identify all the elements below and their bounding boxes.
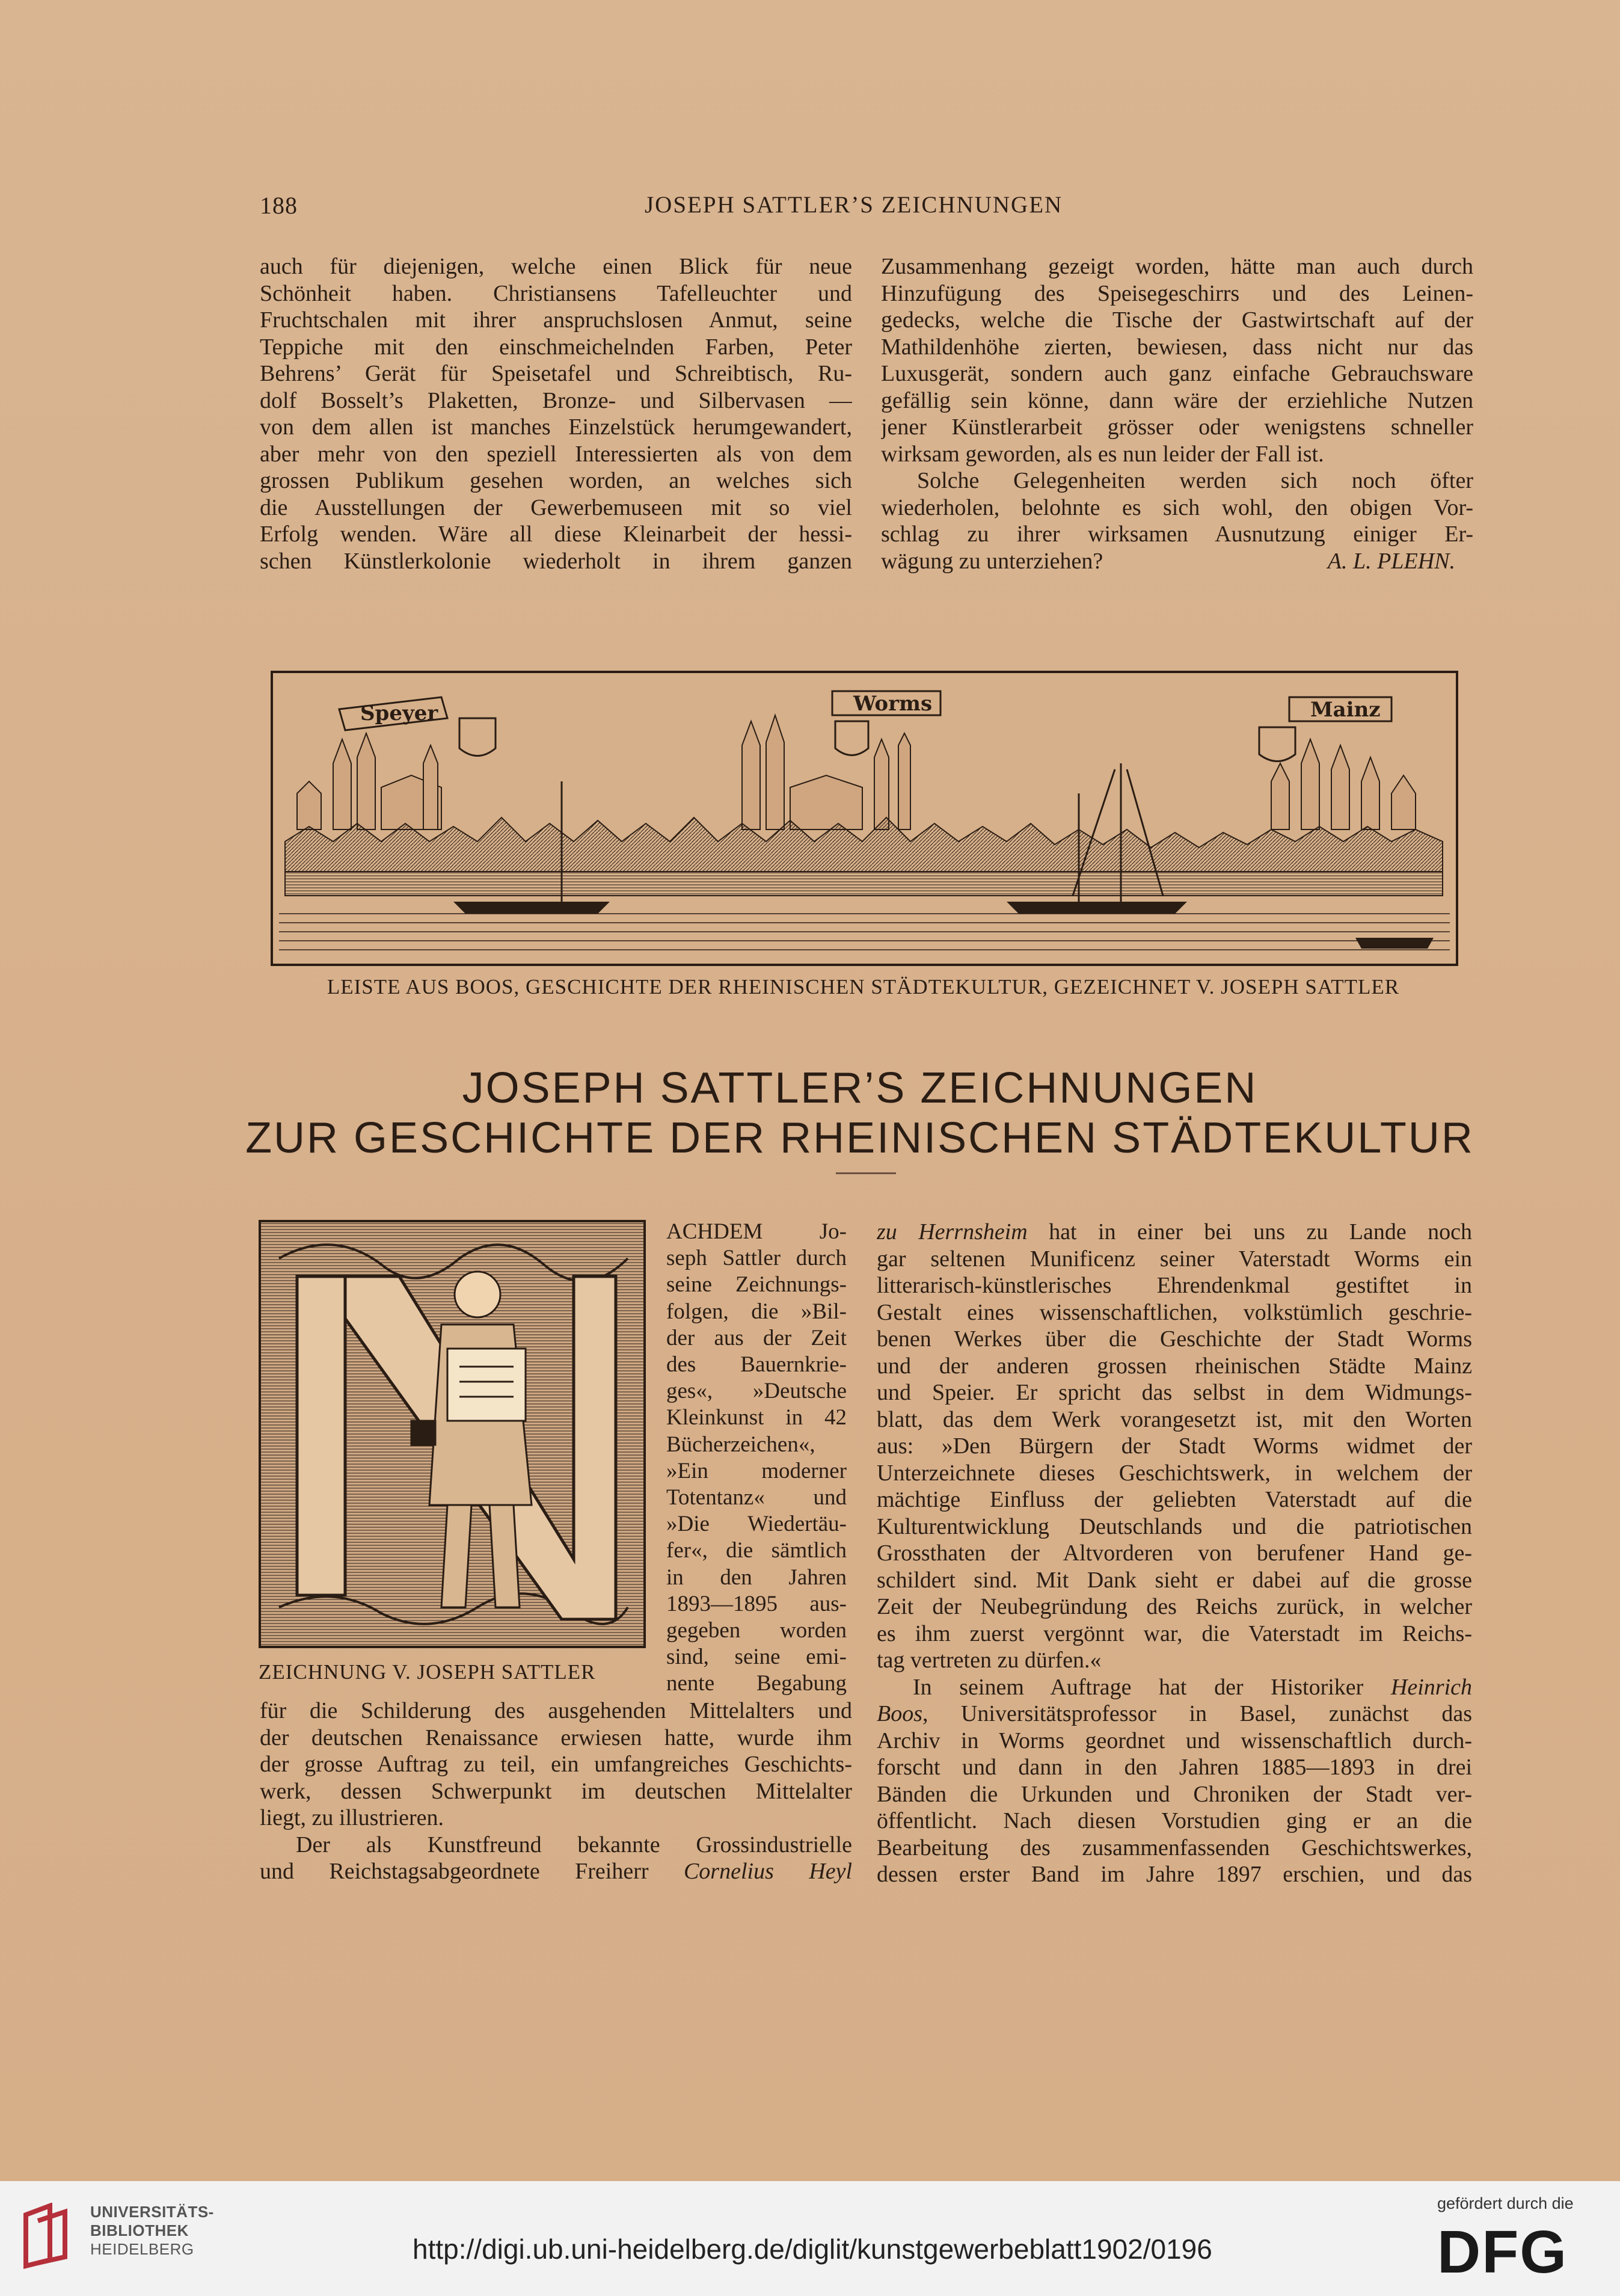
text-line: grossen Publikum gesehen worden, an welches sich — [260, 468, 852, 493]
svg-text:DFG: DFG — [1437, 2220, 1568, 2280]
panorama-drawing — [273, 673, 1456, 964]
text-line: der grosse Auftrag zu teil, ein umfangreiches Geschichts- — [260, 1752, 852, 1777]
text-line: nente Begabung — [666, 1671, 847, 1696]
text-line: Totentanz« und — [666, 1485, 847, 1510]
text-line: die Ausstellungen der Gewerbemuseen mit so viel — [260, 494, 852, 520]
text-line: für die Schilderung des ausgehenden Mittelalters und — [260, 1698, 852, 1723]
top-left-column — [260, 253, 852, 574]
text-line: Solche Gelegenheiten werden sich noch öfter — [917, 468, 1473, 493]
text-line: Bearbeitung des zusammenfassenden Geschichtswerkes, — [877, 1835, 1472, 1860]
text-line: gegeben worden — [666, 1618, 847, 1643]
article-title-line-1: JOSEPH SATTLER’S ZEICHNUNGEN — [462, 1064, 1258, 1112]
author-signature: A. L. PLEHN. — [1327, 548, 1455, 574]
place-herrnsheim: zu Herrnsheim — [877, 1219, 1028, 1245]
bottom-right-column — [877, 1219, 1472, 1888]
article-title — [229, 1063, 1491, 1163]
university-library-name: UNIVERSITÄTS- BIBLIOTHEK HEIDELBERG — [90, 2203, 214, 2258]
text-line: werk, dessen Schwerpunkt im deutschen Mittelalter — [260, 1778, 852, 1804]
text-line: wirksam geworden, als es nun leider der Fall ist. — [881, 441, 1324, 467]
text-line: dolf Bosselt’s Plaketten, Bronze- und Silbervasen — — [260, 387, 852, 413]
text-line: Zeit der Neubegründung des Reichs zurück, in welcher — [877, 1594, 1472, 1619]
text-line: und der anderen grossen rheinischen Städte Mainz — [877, 1353, 1472, 1379]
text-line: Erfolg wenden. Wäre all diese Kleinarbeit der hessi- — [260, 522, 852, 547]
dfg-logo — [1437, 2220, 1600, 2280]
text-line: seine Zeichnungs- — [666, 1272, 847, 1297]
text-line: »Die Wiedertäu- — [666, 1512, 847, 1537]
city-panorama-illustration — [271, 671, 1458, 966]
text-line: der deutschen Renaissance erwiesen hatte, wurde ihm — [260, 1725, 852, 1750]
text-line: schen Künstlerkolonie wiederholt in ihrem ganzen — [260, 548, 852, 574]
text-line: 1893—1895 aus- — [666, 1591, 847, 1616]
text-line: Archiv in Worms geordnet und wissenschaftlich durch- — [877, 1728, 1472, 1753]
text-line: von dem allen ist manches Einzelstück herumgewandert, — [260, 414, 852, 440]
text-line: gar seltenen Munificenz seiner Vaterstadt Worms ein — [877, 1246, 1472, 1272]
text-line: wiederholen, belohnte es sich wohl, den obigen Vor- — [881, 494, 1473, 520]
bottom-right-first-line: zu Herrnsheim hat in einer bei uns zu Lande noch — [877, 1219, 1472, 1245]
text-line: Bücherzeichen«, — [666, 1432, 815, 1457]
name-cornelius-heyl: Cornelius Heyl — [683, 1859, 852, 1884]
text-line: schlag zu ihrer wirksamen Ausnutzung einiger Er- — [881, 522, 1473, 547]
text-line: aber mehr von den speziell Interessierten als von dem — [260, 441, 852, 467]
running-title: JOSEPH SATTLER’S ZEICHNUNGEN — [645, 192, 1063, 218]
text-line: Boos, Universitätsprofessor in Basel, zunächst das — [877, 1701, 1472, 1726]
top-right-column — [881, 253, 1473, 574]
illustration-caption: LEISTE AUS BOOS, GESCHICHTE DER RHEINISCHEN STÄDTEKULTUR, GEZEICHNET V. JOSEPH SATTLER — [327, 975, 1400, 999]
text-line: Luxusgerät, sondern auch ganz einfache Gebrauchsware — [881, 361, 1473, 386]
title-divider — [836, 1172, 896, 1174]
running-head — [260, 191, 1462, 227]
text-line: in den Jahren — [666, 1565, 847, 1590]
name-boos: Boos — [877, 1701, 922, 1726]
decorated-initial-n — [259, 1220, 646, 1648]
text-line: Gestalt eines wissenschaftlichen, volkstümlich geschrie- — [877, 1299, 1472, 1325]
text-line: Der als Kunstfreund bekannte Grossindustrielle — [296, 1832, 852, 1857]
text-line: blatt, das dem Werk vorangesetzt ist, mit den Worten — [877, 1406, 1472, 1432]
text-line: forscht und dann in den Jahren 1885—1893 in drei — [877, 1755, 1472, 1780]
text-line: Teppiche mit den einschmeichelnden Farben, Peter — [260, 334, 852, 360]
text-line: auch für diejenigen, welche einen Blick für neue — [260, 254, 852, 279]
banner-label-speyer: Speyer — [360, 701, 438, 725]
text-line: Unterzeichnete dieses Geschichtswerk, in welchem der — [877, 1460, 1472, 1486]
text-line: gedecks, welche die Tische der Gastwirtschaft auf der — [881, 307, 1473, 333]
narrow-column — [666, 1219, 847, 1697]
text-line: jener Künstlerarbeit grösser oder wenigstens schneller — [881, 414, 1473, 440]
text-line: dessen erster Band im Jahre 1897 erschien, und das — [877, 1862, 1472, 1887]
bottom-left-last-line: und Reichstagsabgeordnete Freiherr Cornelius Heyl — [260, 1859, 852, 1884]
text-line: Behrens’ Gerät für Speisetafel und Schreibtisch, Ru- — [260, 361, 852, 386]
text-line: es ihm zuerst vergönnt war, die Vaterstadt im Reichs- — [877, 1620, 1472, 1646]
text-line: Mathildenhöhe zierten, bewiesen, dass nicht nur das — [881, 334, 1473, 360]
text-line: wägung zu unterziehen? A. L. PLEHN. — [881, 548, 1455, 574]
para2-first-line: In seinem Auftrage hat der Historiker Heinrich — [913, 1674, 1472, 1700]
initial-caption: ZEICHNUNG V. JOSEPH SATTLER — [259, 1660, 596, 1684]
text-line: ges«, »Deutsche — [666, 1379, 847, 1404]
text-line: folgen, die »Bil- — [666, 1299, 847, 1324]
text-line: ACHDEM Jo- — [666, 1219, 847, 1244]
text-line: gefällig sein könne, dann wäre der erziehliche Nutzen — [881, 387, 1473, 413]
text-line: seph Sattler durch — [666, 1246, 847, 1271]
text-line: Fruchtschalen mit ihrer anspruchslosen Anmut, seine — [260, 307, 852, 333]
name-heinrich: Heinrich — [1390, 1674, 1472, 1700]
text-line: Schönheit haben. Christiansens Tafelleuchter und — [260, 280, 852, 306]
text-line: Kleinkunst in 42 — [666, 1405, 847, 1430]
source-url-link[interactable]: http://digi.ub.uni-heidelberg.de/diglit/kunstgewerbeblatt1902/0196 — [413, 2233, 1212, 2265]
text-line: aus: »Den Bürgern der Stadt Worms widmet der — [877, 1433, 1472, 1459]
text-line: schildert sind. Mit Dank sieht er dabei auf die grosse — [877, 1567, 1472, 1593]
text-line: öffentlicht. Nach diesen Vorstudien ging er an die — [877, 1808, 1472, 1833]
text-line: des Bauernkrie- — [666, 1352, 847, 1377]
bottom-left-column — [260, 1697, 852, 1885]
text-line: Grossthaten der Altvorderen von berufener Hand ge- — [877, 1540, 1472, 1566]
text-line: und Speier. Er spricht das selbst in dem Widmungs- — [877, 1380, 1472, 1405]
article-title-line-2: ZUR GESCHICHTE DER RHEINISCHEN STÄDTEKULTUR — [245, 1114, 1474, 1162]
text-line: mächtige Einfluss der geliebten Vaterstadt auf die — [877, 1487, 1472, 1512]
text-line: litterarisch-künstlerisches Ehrendenkmal gestiftet in — [877, 1273, 1472, 1298]
text-line: fer«, die sämtlich — [666, 1538, 847, 1563]
banner-label-mainz: Mainz — [1310, 698, 1381, 722]
text-line: tag vertreten zu dürfen.« — [877, 1648, 1102, 1673]
text-line: Zusammenhang gezeigt worden, hätte man auch durch — [881, 254, 1473, 279]
text-line: Hinzufügung des Speisegeschirrs und des Leinen- — [881, 280, 1473, 306]
initial-drawing — [261, 1222, 643, 1646]
university-library-logo-icon — [17, 2203, 74, 2269]
text-line: Bänden die Urkunden und Chroniken der Stadt ver- — [877, 1781, 1472, 1807]
page-number: 188 — [260, 192, 298, 219]
text-line: der aus der Zeit — [666, 1325, 847, 1350]
banner-label-worms: Worms — [853, 692, 933, 716]
text-line: liegt, zu illustrieren. — [260, 1805, 444, 1830]
text-line: benen Werkes über die Geschichte der Stadt Worms — [877, 1326, 1472, 1352]
text-line: Kulturentwicklung Deutschlands und die patriotischen — [877, 1513, 1472, 1539]
funded-by-text: gefördert durch die — [1437, 2194, 1574, 2212]
text-line: sind, seine emi- — [666, 1645, 847, 1670]
text-line: »Ein moderner — [666, 1458, 847, 1483]
